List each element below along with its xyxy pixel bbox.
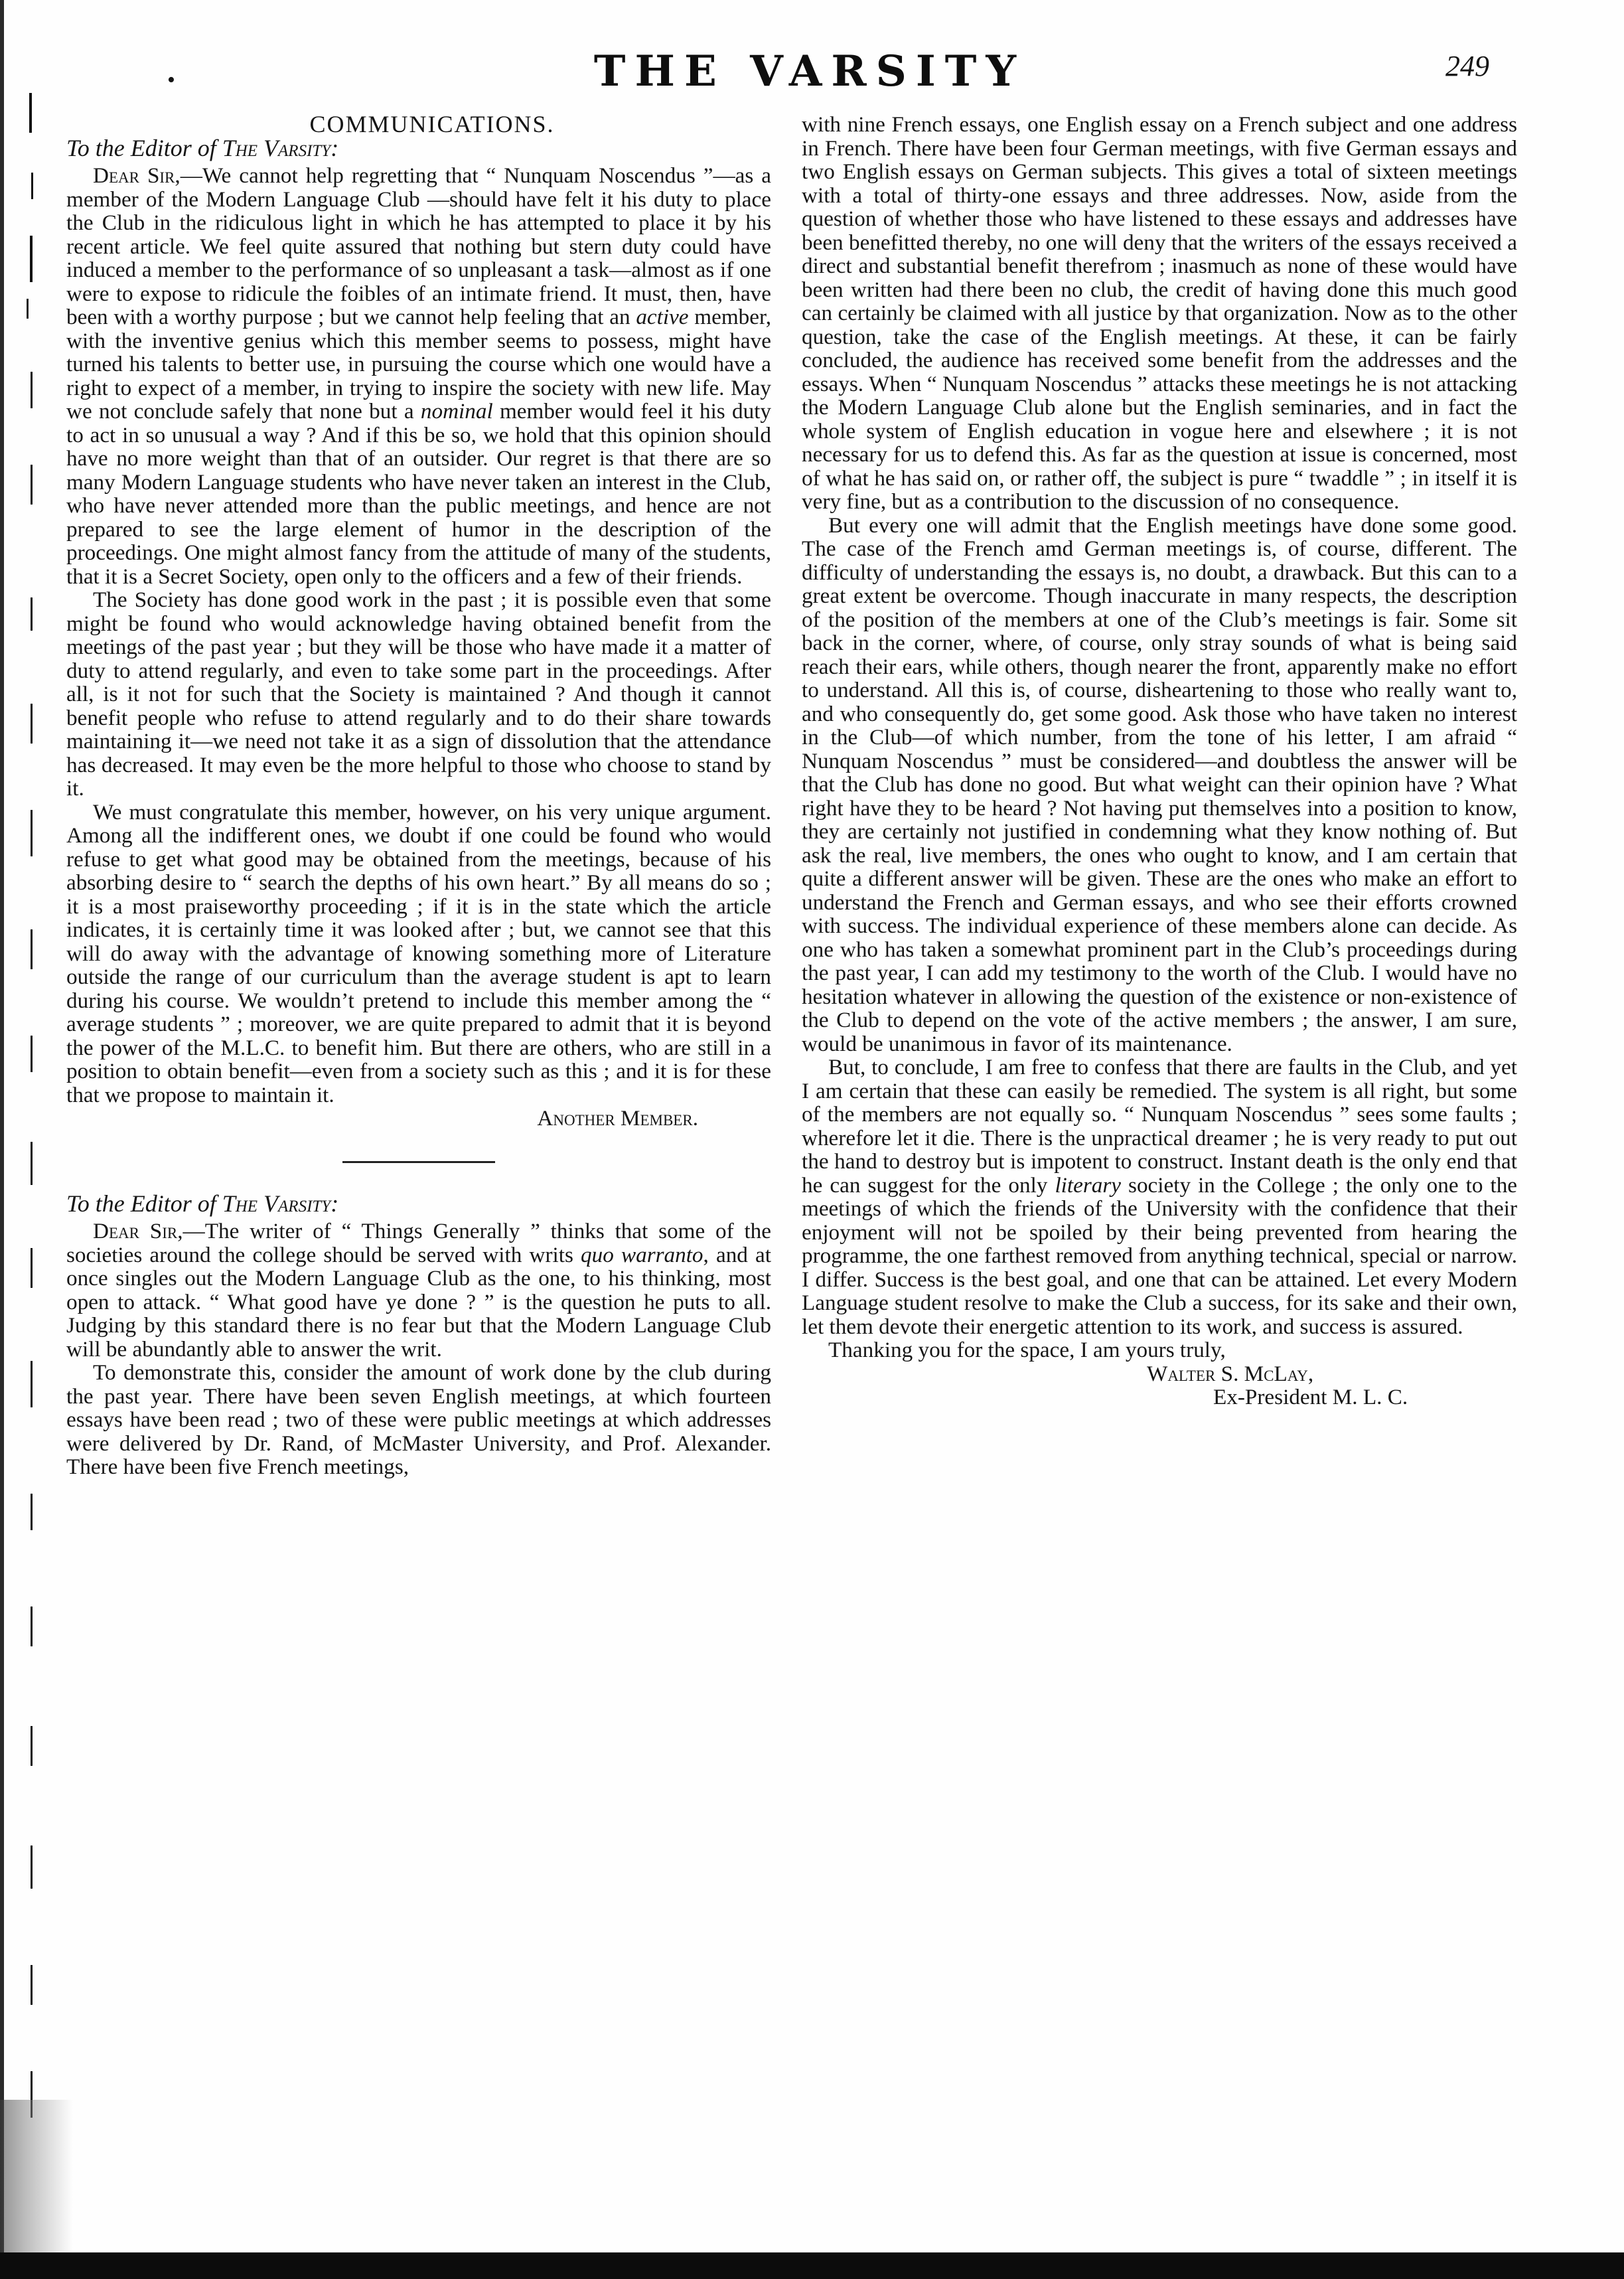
letter1-signature: Another Member. — [537, 1106, 698, 1131]
salutation-to-text: To the Editor of — [66, 134, 216, 161]
letter1-salutation — [66, 134, 771, 161]
right-paragraph-2: But every one will admit that the English meetings have done some good. The case of the French amd German meetings is, of course, different. The difficulty of understanding the essays is, no doubt, a drawback. But this can to a great extent be overcome. Though inaccurate in many respects, the description of the position of the members at one of the Club’s meetings is fair. Some sit back in the corner, where, of course, only stray sounds of what is being said reach their ears, while others, though nearer the front, apparently make no effort to understand. All this is, of course, disheartening to those who really want to, and who consequently do, get some good. Ask those who have taken no interest in the Club—of which number, from the tone of his letter, I am afraid “ Nunquam Noscendus ” must be considered—and doubtless the answer will be that the Club has done no good. But what weight can their opinion have ? What right have they to be heard ? Not having put themselves into a position to know, they are certainly not justified in condemning what they know nothing of. But ask the real, live members, the ones who ought to know, and I am certain that quite a different answer will be given. These are the ones who make an effort to understand the French and German essays, and who see their efforts crowned with success. The individual experience of these members alone can decide. As one who has taken a somewhat prominent part in the Club’s proceedings during the past year, I can add my testimony to the worth of the Club. I would have no hesitation whatever in allowing the question of the existence or non-existence of the Club to depend on the vote of the active members ; the answer, I am sure, would be unanimous in favor of its maintenance. — [802, 512, 1517, 1056]
letter-divider-rule — [342, 1161, 495, 1163]
masthead-title: THE VARSITY — [593, 46, 1026, 96]
letter2-p1-emphasis: quo warranto — [581, 1242, 703, 1267]
letter1-p1-text-b: member, with the inventive genius which this member seems to possess, might have turned his talents to better use, in pursuing the course which one would have a right to expect of a member, in trying to inspire the society with new life. May we not conclude safely that none but a — [66, 305, 771, 424]
closing-line: Thanking you for the space, I am yours truly, — [828, 1338, 1226, 1362]
right-paragraph-1: with nine French essays, one English essay on a French subject and one address in French. There have been four German meetings, with five German essays and two English essays on German subjects. This gives a total of sixteen meetings with a total of thirty-one essays and three addresses. Now, aside from the question of whether those who have listened to these essays and addresses have been benefitted thereby, no one will deny that the writers of the essays received a direct and substantial benefit therefrom ; inasmuch as none of these would have been written had there been no club, the credit of having done this much good can certainly be claimed with all justice by that organization. Now as to the other question, take the case of the English meetings. At these, it can be fairly concluded, the audience has received some benefit from the addresses and the essays. When “ Nunquam Noscendus ” attacks these meetings he is not attacking the Modern Language Club alone but the English seminaries, and in fact the whole system of English education in vogue here and elsewhere ; it is not necessary for us to defend this. As far as the question at issue is concerned, most of what he has said on, or rather off, the subject is pure “ twaddle ” ; in itself it is very fine, but as a contribution to the discussion of no consequence. — [802, 112, 1517, 514]
letter1-p1-emphasis-nominal: nominal — [420, 399, 493, 424]
page-number: 249 — [1445, 50, 1489, 82]
salutation-paper-name: The Varsity — [222, 134, 331, 161]
signature-name: Walter S. McLay, — [1147, 1361, 1314, 1386]
letter1-p1-emphasis-active: active — [636, 305, 689, 329]
letter1-p1-text-a: —We cannot help regretting that “ Nunquam Noscendus ”—as a member of the Modern Language Club —should have felt it his duty to place the Club in the ridiculous light in which he has attempted to place it by his recent article. We feel quite assured that nothing but stern duty could have induced a member to the performance of so unpleasant a task—almost as if one were to expose to ridicule the foibles of an intimate friend. It must, then, have been with a worthy purpose ; but we cannot help feeling that an — [66, 163, 771, 329]
salutation-colon: : — [331, 134, 339, 161]
letter1-opening: Dear Sir, — [93, 163, 181, 188]
salutation-to-text: To the Editor of — [66, 1190, 216, 1217]
right-column — [802, 113, 1517, 1409]
letter1-paragraph-2: The Society has done good work in the past ; it is possible even that some might be found who would acknowledge having obtained benefit from the meetings of the past year ; but they will be those who have made it a matter of duty to attend regularly, and even to take some part in the proceedings. After all, is it not for such that the Society is maintained ? And though it cannot benefit people who refuse to attend regularly and to do their share towards maintaining it—we need not take it as a sign of dissolution that the attendance has decreased. It may even be the more helpful to those who choose to stand by it. — [66, 588, 771, 801]
scan-shadow — [0, 2100, 73, 2252]
letter2-paragraph-2: To demonstrate this, consider the amount of work done by the club during the past year. There have been seven English meetings, at which fourteen essays have been read ; two of these were public meetings at which addresses were delivered by Dr. Rand, of McMaster University, and Prof. Alexander. There have been five French meetings, — [66, 1360, 771, 1479]
right-p3-emphasis-literary: literary — [1055, 1172, 1121, 1198]
salutation-paper-name: The Varsity — [222, 1190, 331, 1217]
letter1-paragraph-3: We must congratulate this member, however, on his very unique argument. Among all the indifferent ones, we doubt if one could be found who would refuse to get what good may be obtained from the meetings, because of his absorbing desire to “ search the depths of his own heart.” By all means do so ; it is a most praiseworthy proceeding ; if it is in the state which the article indicates, it is certainly time it was looked after ; but, we cannot see that this will do away with the advantage of knowing something more of Literature outside the range of our curriculum than the average student is apt to learn during his course. We wouldn’t pretend to include this member among the “ average students ” ; moreover, we are quite prepared to admit that it is beyond the power of the M.L.C. to benefit him. But there are others, who are still in a position to obtain benefit—even from a society such as this ; and it is for these that we propose to maintain it. — [66, 799, 771, 1107]
letter2-p1-text-b: , and at once singles out the Modern Language Club as the one, to his thinking, most open to attack. “ What good have ye done ? ” is the question he puts to all. Judging by this standard there is no fear but that the Modern Language Club will be abundantly able to answer the writ. — [66, 1242, 772, 1362]
letter1-paragraph-1 — [66, 164, 771, 588]
section-heading: COMMUNICATIONS. — [309, 111, 555, 137]
right-p3-text-b: society in the College ; the only one to the meetings of which the friends of the University with the confidence that their enjoyment will not be spoiled by their being prevented from hearing the programme, the one farthest removed from anything technical, special or narrow. I differ. Success is the best goal, and one that can be attained. Let every Modern Language student resolve to make the Club a success, for its sake and their own, let them devote their energetic attention to its work, and success is assured. — [802, 1172, 1518, 1339]
right-p3-text-a: But, to conclude, I am free to confess that there are faults in the Club, and yet I am certain that these can easily be remedied. The system is all right, but some of the members are not equally so. “ Nunquam Noscendus ” sees some faults ; wherefore let it die. There is the unpractical dreamer ; he is very ready to put out the hand to destroy but is impotent to construct. Instant death is the only end that he can suggest for the only — [802, 1055, 1517, 1198]
right-paragraph-3 — [802, 1056, 1517, 1338]
masthead-dot: • — [167, 68, 175, 92]
letter2-p1-text-a: —The writer of “ Things Generally ” thinks that some of the societies around the college should be served with writs — [66, 1219, 771, 1267]
scan-bottom-border — [0, 2252, 1624, 2279]
letter1-p1-text-c: member would feel it his duty to act in so unusual a way ? And if this be so, we hold that this opinion should have no more weight than that of an outsider. Our regret is that there are so many Modern Language students who have never taken an interest in the Club, who have never attended more than the public meetings, and hence are not prepared to see the large element of humor in the description of the proceedings. One might almost fancy from the attitude of many of the students, that it is a Secret Society, open only to the officers and a few of their friends. — [66, 399, 772, 589]
letter2-opening: Dear Sir, — [93, 1219, 183, 1243]
masthead — [0, 41, 1624, 94]
salutation-colon: : — [331, 1190, 339, 1217]
scanned-left-edge — [0, 0, 46, 2279]
letter2-salutation — [66, 1192, 771, 1216]
signature-title: Ex-President M. L. C. — [1213, 1385, 1408, 1409]
left-column — [66, 113, 771, 1479]
letter2-paragraph-1 — [66, 1219, 771, 1361]
